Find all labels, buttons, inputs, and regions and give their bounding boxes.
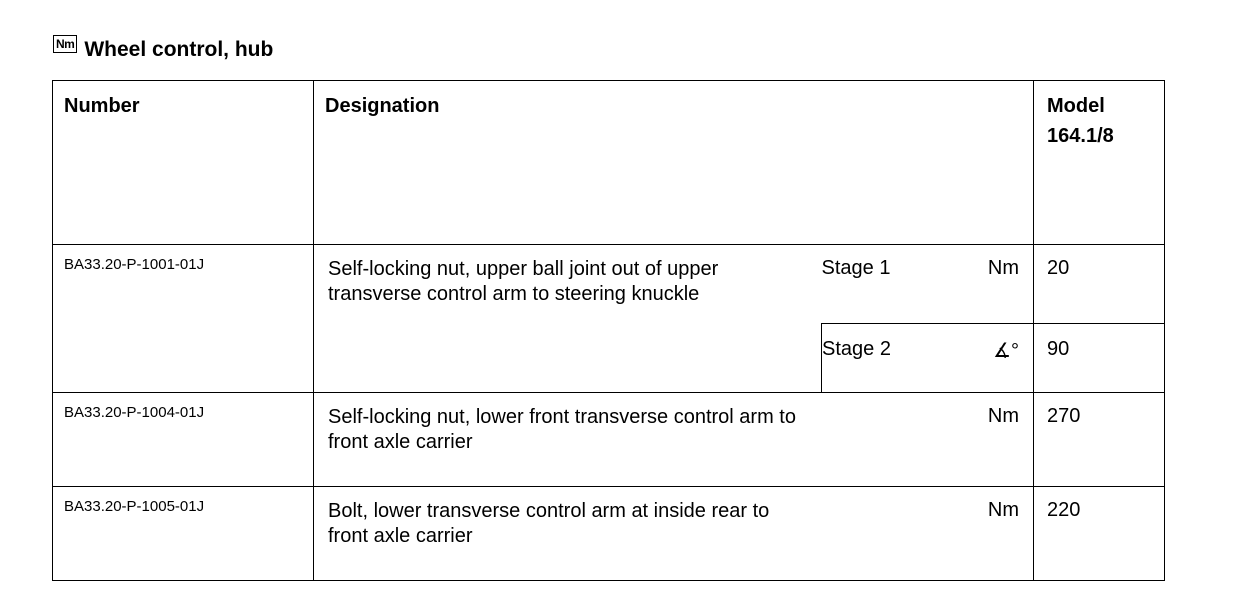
header-number: Number — [53, 81, 314, 245]
row-number: BA33.20-P-1004-01J — [53, 393, 314, 487]
row-designation: Bolt, lower transverse control arm at inside rear to front axle carrier — [314, 487, 822, 581]
table-row — [53, 245, 1165, 324]
row-number: BA33.20-P-1005-01J — [53, 487, 314, 581]
stage1-label: Stage 1 — [821, 257, 891, 279]
stage1-unit: Nm — [987, 257, 1020, 279]
table-header-row — [53, 81, 1165, 245]
row-number: BA33.20-P-1001-01J — [53, 245, 314, 393]
row-stage1 — [822, 245, 1034, 324]
table-row — [53, 393, 1165, 487]
torque-spec-table — [52, 80, 1165, 581]
row-value: 270 — [1034, 393, 1165, 487]
row-designation: Self-locking nut, lower front transverse control arm to front axle carrier — [314, 393, 822, 487]
stage2-unit: ∡° — [993, 340, 1020, 362]
row-stage2-value: 90 — [1034, 324, 1165, 393]
row-unit — [822, 487, 1034, 581]
page-header — [53, 34, 273, 62]
torque-nm-icon: Nm — [53, 35, 77, 53]
row-unit-text: Nm — [987, 499, 1020, 521]
row-designation: Self-locking nut, upper ball joint out of upper transverse control arm to steering knuckle — [314, 245, 822, 393]
row-stage2 — [822, 324, 1034, 393]
row-value: 220 — [1034, 487, 1165, 581]
row-stage1-value: 20 — [1034, 245, 1165, 324]
header-designation: Designation — [314, 81, 1034, 245]
table-row — [53, 487, 1165, 581]
page-title: Wheel control, hub — [84, 38, 274, 61]
stage2-label: Stage 2 — [822, 338, 891, 360]
header-model: Model 164.1/8 — [1034, 81, 1165, 245]
row-unit-text: Nm — [987, 405, 1020, 427]
row-unit — [822, 393, 1034, 487]
